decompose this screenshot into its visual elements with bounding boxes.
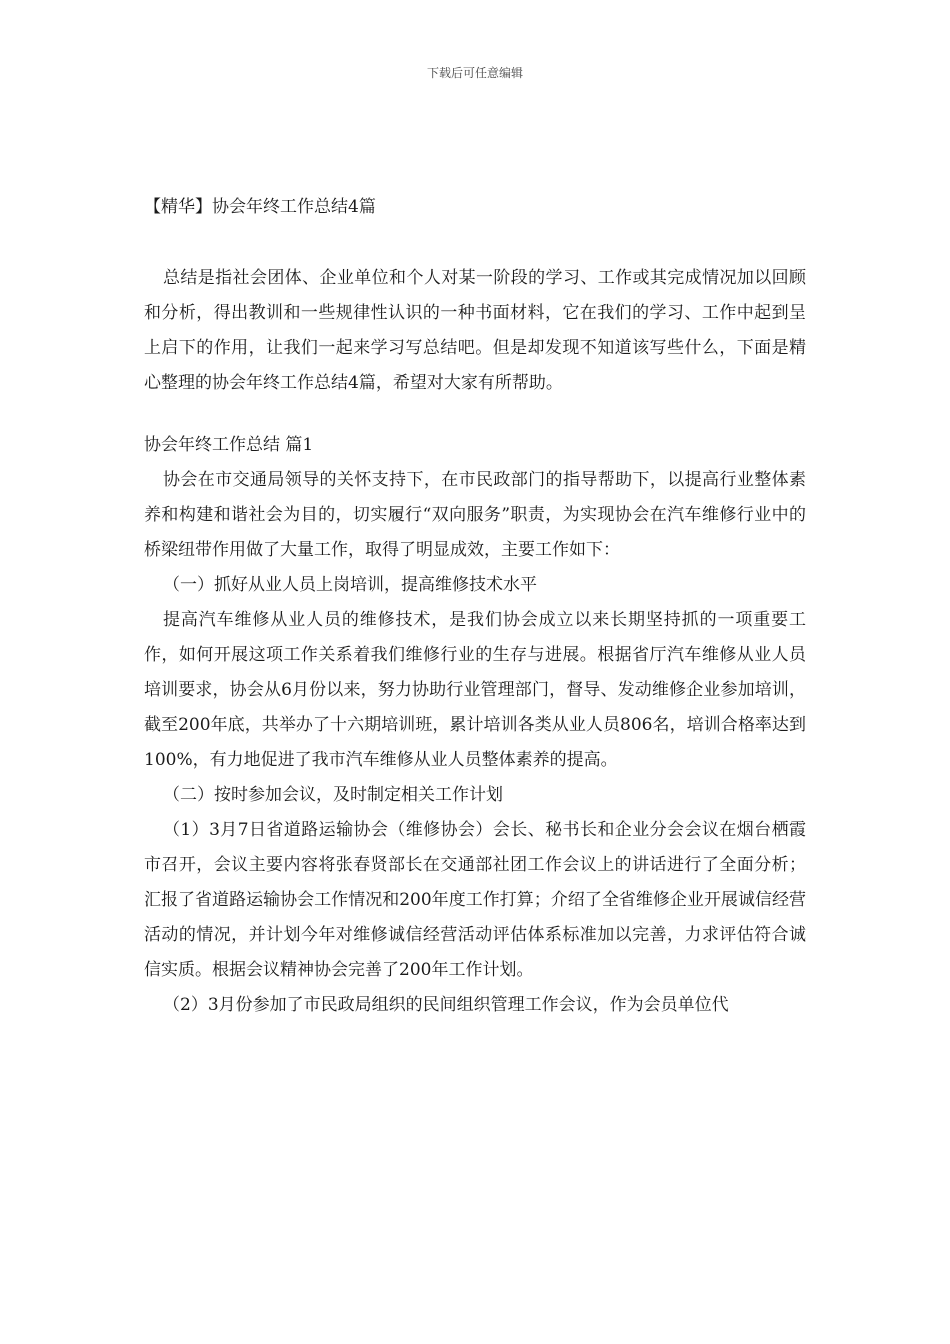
header-note: 下载后可任意编辑 xyxy=(426,66,523,80)
section-title: 协会年终工作总结 篇1 xyxy=(144,435,314,455)
section-opening-paragraph: 协会在市交通局领导的关怀支持下，在市民政部门的指导帮助下，以提高行业整体素养和构建和谐社会为目的，切实履行“双向服务”职责，为实现协会在汽车维修行业中的桥梁纽带作用做了大量工作，取得了明显成效，主要工作如下： xyxy=(144,470,806,560)
sub-heading-meetings: （二）按时参加会议，及时制定相关工作计划 xyxy=(163,785,503,805)
meeting-paragraph-1: （1）3月7日省道路运输协会（维修协会）会长、秘书长和企业分会会议在烟台栖霞市召开，会议主要内容将张春贤部长在交通部社团工作会议上的讲话进行了全面分析；汇报了省道路运输协会工作情况和200年度工作打算；介绍了全省维修企业开展诚信经营活动的情况，并计划今年对维修诚信经营活动评估体系标准加以完善，力求评估符合诚信实质。根据会议精神协会完善了200年工作计划。 xyxy=(144,820,806,980)
training-paragraph: 提高汽车维修从业人员的维修技术，是我们协会成立以来长期坚持抓的一项重要工作，如何开展这项工作关系着我们维修行业的生存与进展。根据省厅汽车维修从业人员培训要求，协会从6月份以来，努力协助行业管理部门，督导、发动维修企业参加培训，截至200年底，共举办了十六期培训班，累计培训各类从业人员806名，培训合格率达到100%，有力地促进了我市汽车维修从业人员整体素养的提高。 xyxy=(144,610,806,770)
intro-paragraph: 总结是指社会团体、企业单位和个人对某一阶段的学习、工作或其完成情况加以回顾和分析，得出教训和一些规律性认识的一种书面材料，它在我们的学习、工作中起到呈上启下的作用，让我们一起来学习写总结吧。但是却发现不知道该写些什么，下面是精心整理的协会年终工作总结4篇，希望对大家有所帮助。 xyxy=(144,268,806,393)
meeting-paragraph-2: （2）3月份参加了市民政局组织的民间组织管理工作会议，作为会员单位代 xyxy=(163,995,729,1015)
document-title: 【精华】协会年终工作总结4篇 xyxy=(144,197,376,217)
document-body xyxy=(144,190,806,1023)
sub-heading-training: （一）抓好从业人员上岗培训，提高维修技术水平 xyxy=(163,575,537,595)
